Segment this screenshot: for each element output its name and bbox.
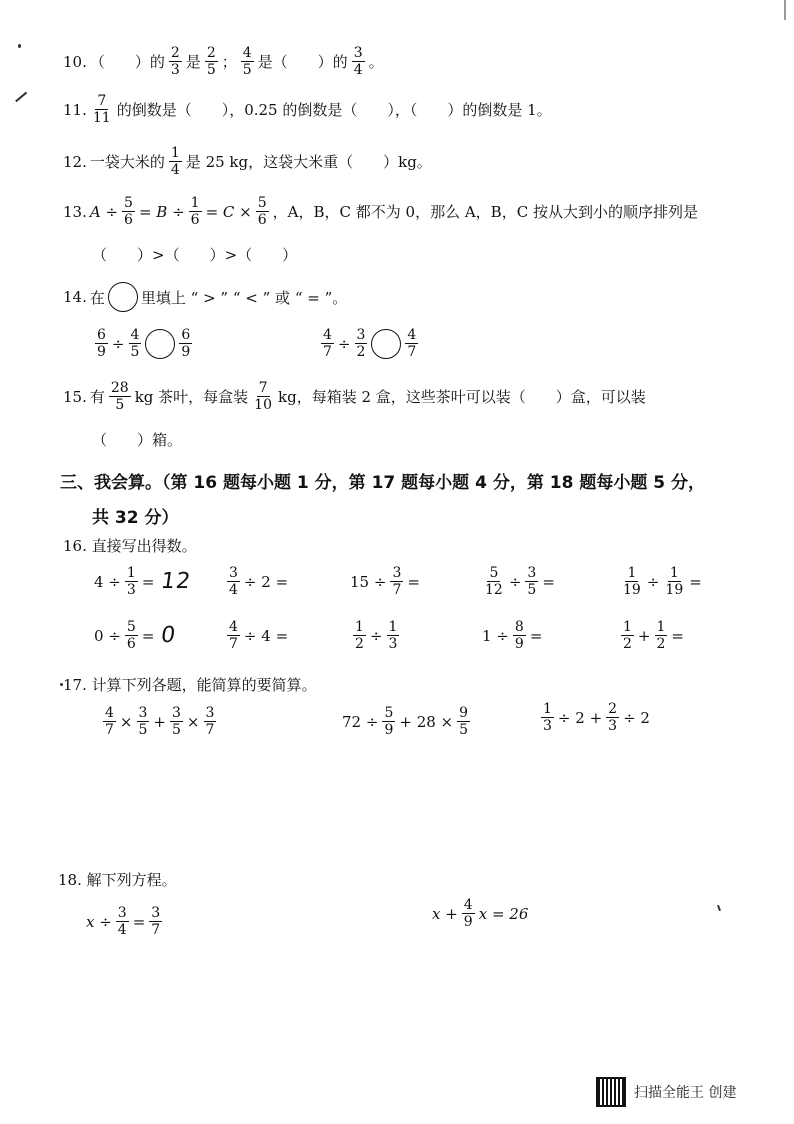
fraction: $\frac{5}{6}$ [257,195,267,228]
calc-expression: $\frac{1}{3}$ ÷ 2 + $\frac{2}{3}$ ÷ 2 [543,701,650,734]
question-13-blanks: （ ）>（ ）>（ ） [92,246,298,264]
scan-edge [784,0,786,20]
fraction: $\frac{5}{6}$ [124,195,133,228]
equation: x ÷ $\frac{3}{4}$ = $\frac{3}{7}$ [86,905,161,938]
compare-circle-icon [108,282,138,312]
fraction: $\frac{1}{6}$ [190,195,200,228]
handwritten-answer: 12 [159,569,194,594]
question-16: 16. 直接写出得数。 [63,537,197,555]
question-18: 18. 解下列方程。 [58,871,177,889]
fraction: $\frac{28}{5}$ [110,380,129,413]
scan-dot [60,683,63,686]
scan-mark [15,92,27,102]
scanner-watermark: 扫描全能王 创建 [596,1077,736,1107]
question-12: 12. 一袋大米的 $\frac{1}{4}$ 是 25 kg，这袋大米重（ ）kg。 [63,145,432,178]
question-11: 11. $\frac{7}{11}$ 的倒数是（ ），0.25 的倒数是（ ），（ ）的倒数是 1。 [63,93,552,126]
fraction: $\frac{4}{5}$ [242,45,252,78]
fraction: $\frac{7}{11}$ [92,93,111,126]
question-13: 13. A ÷ $\frac{5}{6}$ = B ÷ $\frac{1}{6}$ = C × $\frac{5}{6}$ ，A，B，C 都不为 0，那么 A，B，C 按从大到小的顺序排列是 [63,195,698,228]
question-14-left: $\frac{6}{9}$ ÷ $\frac{4}{5}$ $\frac{6}{9}$ [97,327,191,360]
calc-expression: 72 ÷ $\frac{5}{9}$ + 28 × $\frac{9}{5}$ [342,705,469,738]
question-14: 14. 在 里填上 “ > ” “ < ” 或 “ = ”。 [63,282,347,312]
calc-item: 1 ÷ $\frac{8}{9}$ = [482,619,543,652]
answer-circle[interactable] [145,329,175,359]
scan-mark [717,905,721,911]
calc-item: $\frac{1}{19}$ ÷ $\frac{1}{19}$ = [623,565,702,598]
question-17: 17. 计算下列各题，能简算的要简算。 [63,676,317,694]
calc-item: 4 ÷ $\frac{1}{3}$ = 12 [94,565,194,598]
fraction: $\frac{2}{3}$ [170,45,180,78]
calc-item: 15 ÷ $\frac{3}{7}$ = [350,565,420,598]
question-15-line2: （ ）箱。 [92,431,183,449]
question-10: 10. （ ）的 $\frac{2}{3}$ 是 $\frac{2}{5}$ ； $\frac{4}{5}$ 是（ ）的 $\frac{3}{4}$ 。 [63,45,384,78]
scan-dot [18,44,21,48]
calc-item: $\frac{1}{2}$ ÷ $\frac{1}{3}$ [355,619,398,652]
section-3-heading: 三、我会算。（第 16 题每小题 1 分，第 17 题每小题 4 分，第 18 题每小题 5 分， [60,473,705,493]
answer-circle[interactable] [371,329,401,359]
calc-item: 0 ÷ $\frac{5}{6}$ = 0 [94,619,179,652]
calc-item: $\frac{3}{4}$ ÷ 2 = [229,565,289,598]
fraction: $\frac{3}{4}$ [353,45,363,78]
calc-item: $\frac{1}{2}$ + $\frac{1}{2}$ = [623,619,684,652]
fraction: $\frac{1}{4}$ [170,145,180,178]
qr-code-icon [596,1077,626,1107]
handwritten-answer: 0 [159,623,179,648]
question-14-right: $\frac{4}{7}$ ÷ $\frac{3}{2}$ $\frac{4}{7}$ [323,327,417,360]
section-3-heading-line2: 共 32 分） [92,508,179,528]
calc-item: $\frac{5}{12}$ ÷ $\frac{3}{5}$ = [485,565,555,598]
equation: x + $\frac{4}{9}$ x = 26 [432,897,529,930]
calc-item: $\frac{4}{7}$ ÷ 4 = [229,619,289,652]
calc-expression: $\frac{4}{7}$ × $\frac{3}{5}$ + $\frac{3}{5}$ × $\frac{3}{7}$ [105,705,215,738]
fraction: $\frac{7}{10}$ [254,380,272,413]
question-15: 15. 有 $\frac{28}{5}$ kg 茶叶，每盒装 $\frac{7}{10}$ kg，每箱装 2 盒，这些茶叶可以装（ ）盒，可以装 [63,380,646,413]
fraction: $\frac{2}{5}$ [206,45,216,78]
